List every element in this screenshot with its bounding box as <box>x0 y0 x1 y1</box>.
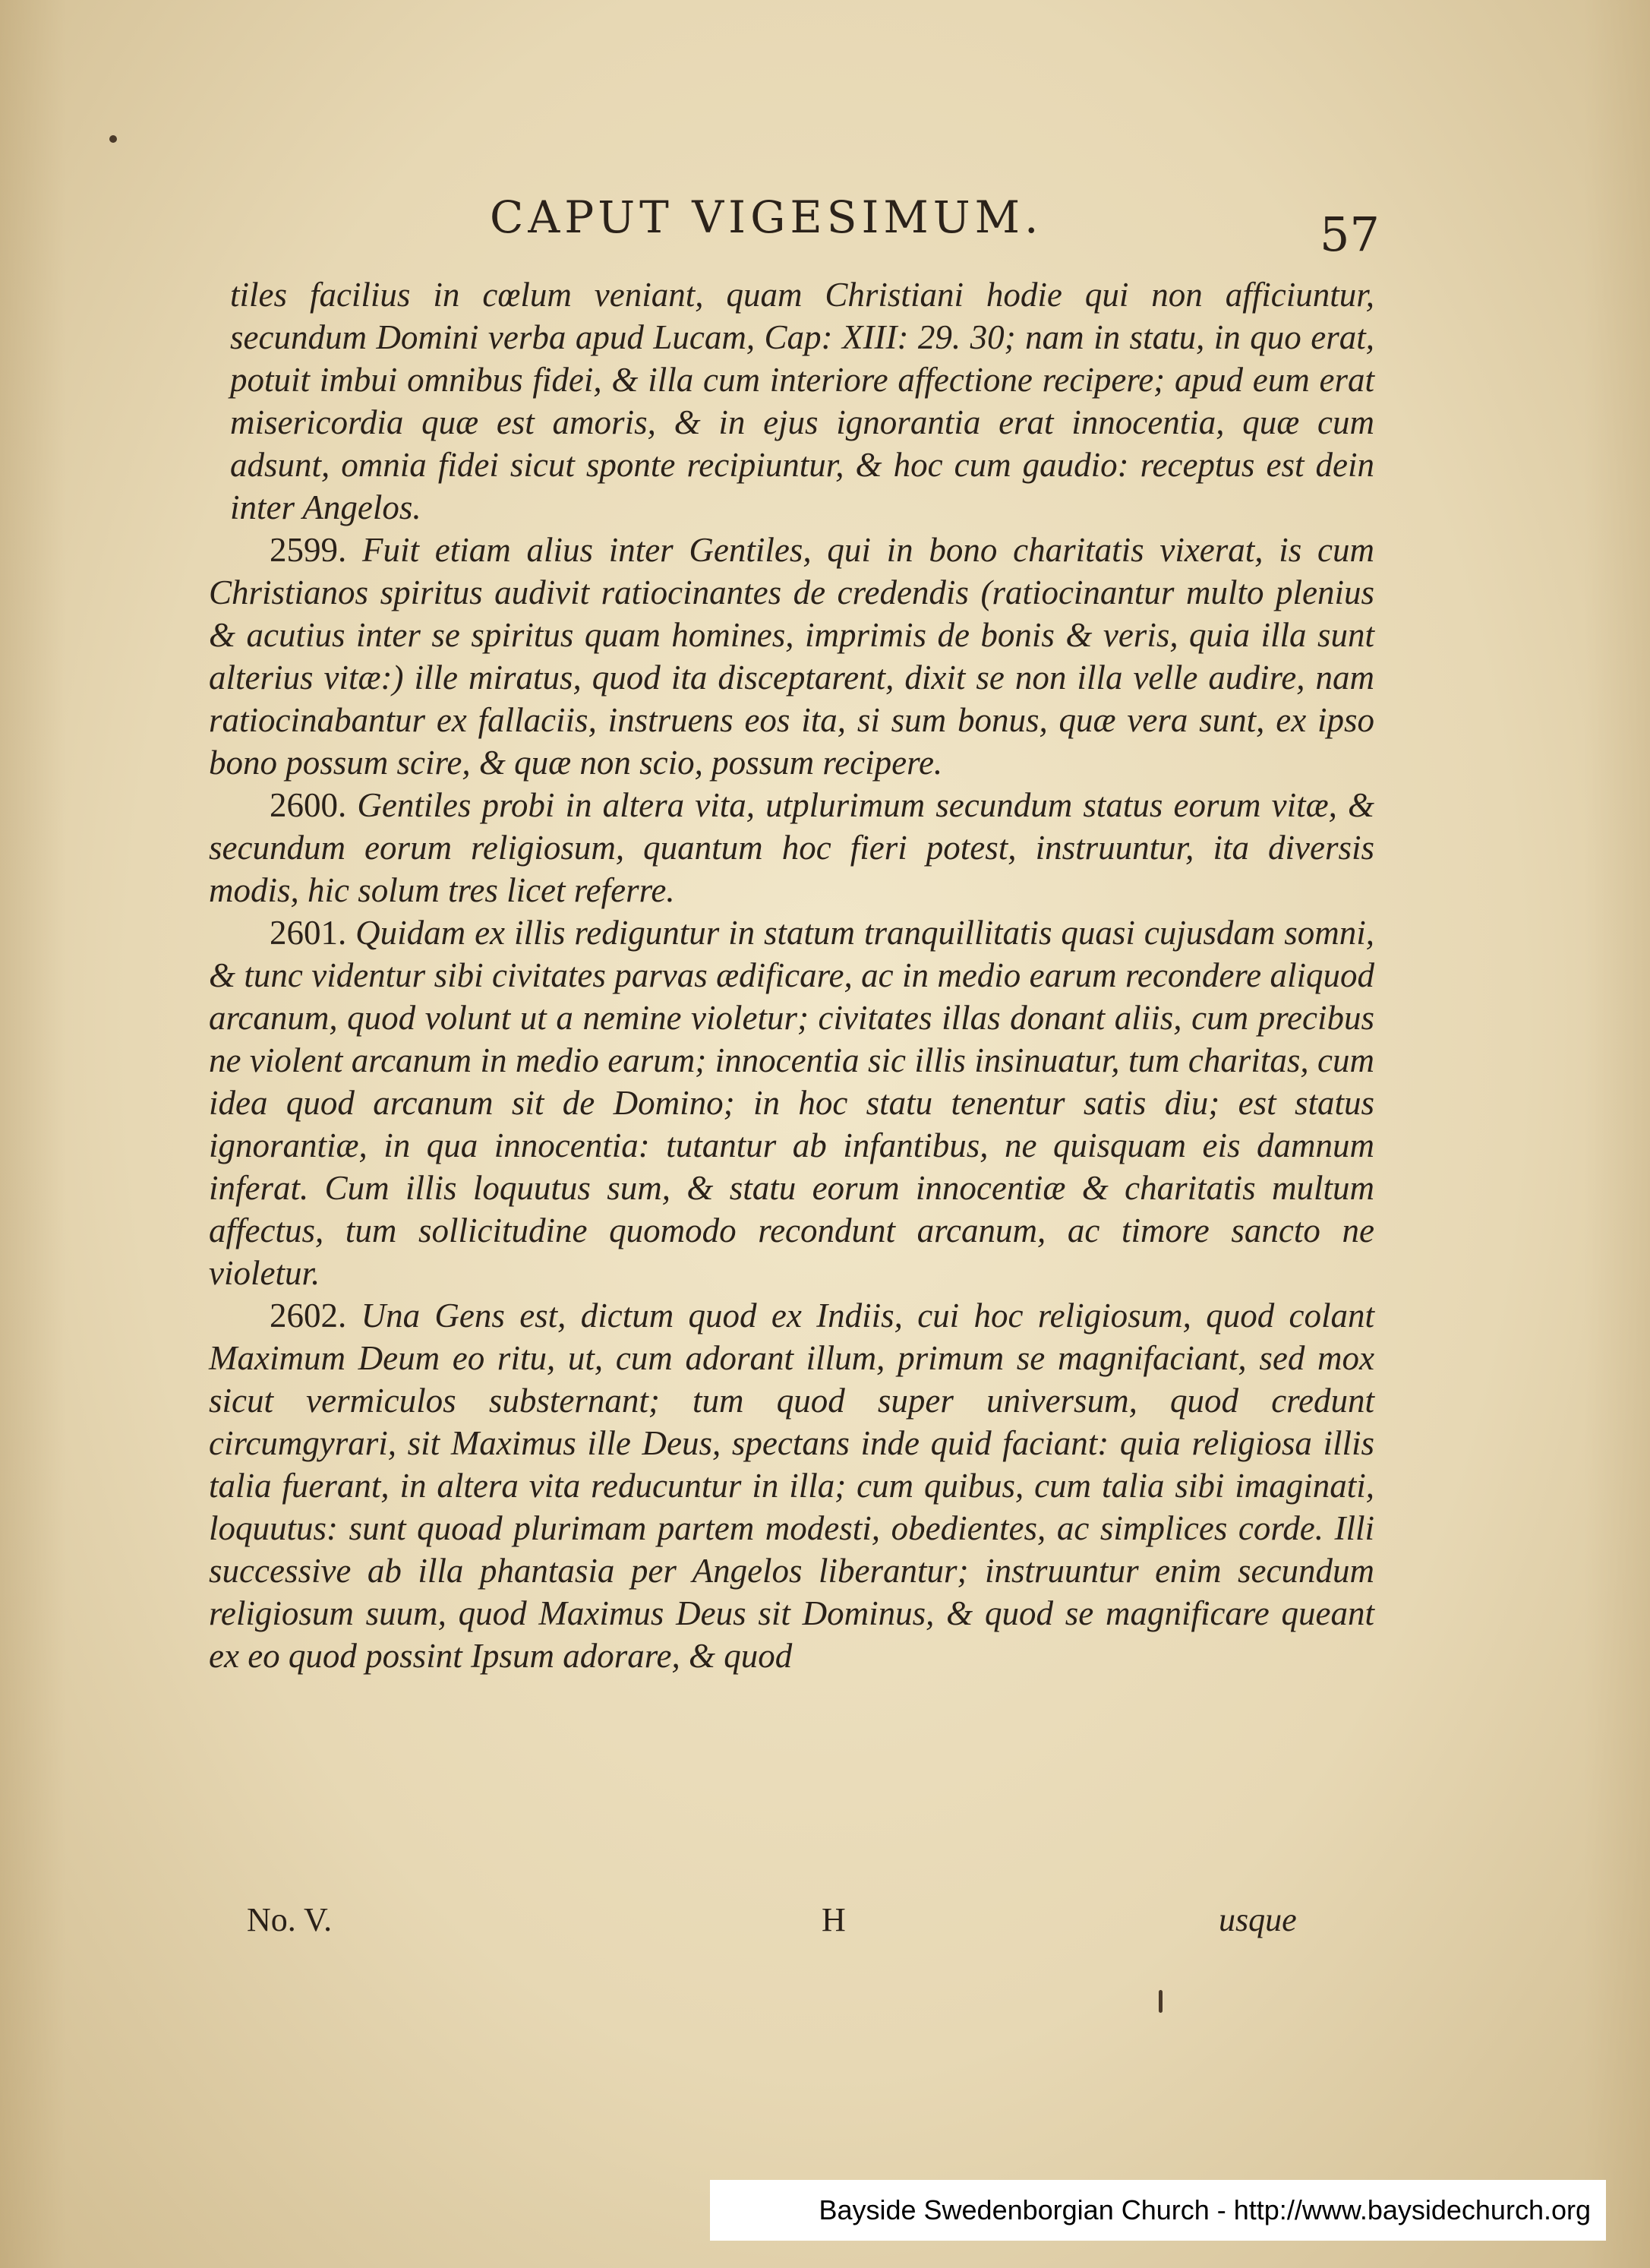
page-number: 57 <box>1320 207 1380 262</box>
paper-speck <box>109 135 117 143</box>
paragraph-2601 <box>209 911 1374 1294</box>
signature-mark: H <box>822 1901 846 1938</box>
watermark-banner <box>710 2180 1606 2241</box>
paragraph-number: 2600. <box>270 786 347 824</box>
paragraph-text: Quidam ex illis rediguntur in statum tranquillitatis quasi cujusdam somni, & tunc videntur sibi civitates parvas ædificare, ac in medio earum recondere aliquod arcanum, quod volunt ut a nemine violetur; civitates illas donant aliis, cum precibus ne violent arcanum in medio earum; innocentia sic illis insinuatur, tum charitas, cum idea quod arcanum sit de Domino; in hoc statu tenentur satis diu; est status ignorantiæ, in qua innocentia: tutantur ab infantibus, ne quisquam eis damnum inferat. Cum illis loquutus sum, & statu eorum innocentiæ & charitatis multum affectus, tum sollicitudine quomodo recondunt arcanum, ac timore sancto ne violetur. <box>209 914 1375 1292</box>
catchword: usque <box>1219 1901 1297 1938</box>
paragraph-number: 2602. <box>270 1297 347 1335</box>
page-footer <box>0 1900 1650 1946</box>
text-body <box>209 273 1374 1677</box>
paragraph-text: Una Gens est, dictum quod ex Indiis, cui hoc religiosum, quod colant Maximum Deum eo ritu, ut, cum adorant illum, primum se magnifaciant, sed mox sicut vermiculos substernant; tum quod super universum, quod credunt circumgyrari, sit Maximus ille Deus, spectans inde quid faciant: quia religiosa illis talia fuerant, in altera vita reducuntur in illa; cum quibus, cum talia sibi imaginati, loquutus: sunt quoad plurimam partem modesti, obedientes, ac simplices corde. Illi successive ab illa phantasia per Angelos liberantur; instruuntur enim secundum religiosum suum, quod Maximus Deus sit Dominus, & quod se magnificare queant ex eo quod possint Ipsum adorare, & quod <box>209 1297 1375 1675</box>
running-head <box>0 191 1650 262</box>
signature: No. V. <box>247 1901 333 1938</box>
paragraph-2600 <box>209 784 1374 911</box>
page-title: CAPUT VIGESIMUM. <box>490 191 1043 243</box>
paragraph-continuation <box>209 273 1374 529</box>
paragraph-text: tiles facilius in cœlum veniant, quam Christiani hodie qui non afficiuntur, secundum Domini verba apud Lucam, Cap: XIII: 29. 30; nam in statu, in quo erat, potuit imbui omnibus fidei, & illa cum interiore affectione recipere; apud eum erat misericordia quæ est amoris, & in ejus ignorantia erat innocentia, quæ cum adsunt, omnia fidei sicut sponte recipiuntur, & hoc cum gaudio: receptus est dein inter Angelos. <box>230 276 1374 526</box>
paper-mark <box>1159 1990 1163 2013</box>
paragraph-number: 2601. <box>270 914 347 952</box>
watermark-text: Bayside Swedenborgian Church - http://www.baysidechurch.org <box>819 2194 1591 2225</box>
paragraph-2599 <box>209 529 1374 784</box>
paragraph-text: Gentiles probi in altera vita, utplurimum secundum status eorum vitæ, & secundum eorum religiosum, quantum hoc fieri potest, instruuntur, ita diversis modis, hic solum tres licet referre. <box>209 786 1374 909</box>
paragraph-2602 <box>209 1294 1374 1677</box>
paragraph-number: 2599. <box>270 531 347 569</box>
paragraph-text: Fuit etiam alius inter Gentiles, qui in bono charitatis vixerat, is cum Christianos spiritus audivit ratiocinantes de credendis (ratiocinantur multo plenius & acutius inter se spiritus quam homines, imprimis de bonis & veris, quia illa sunt alterius vitæ:) ille miratus, quod ita disceptarent, dixit se non illa velle audire, nam ratiocinabantur ex fallaciis, instruens eos ita, si sum bonus, quæ vera sunt, ex ipso bono possum scire, & quæ non scio, possum recipere. <box>209 531 1375 782</box>
